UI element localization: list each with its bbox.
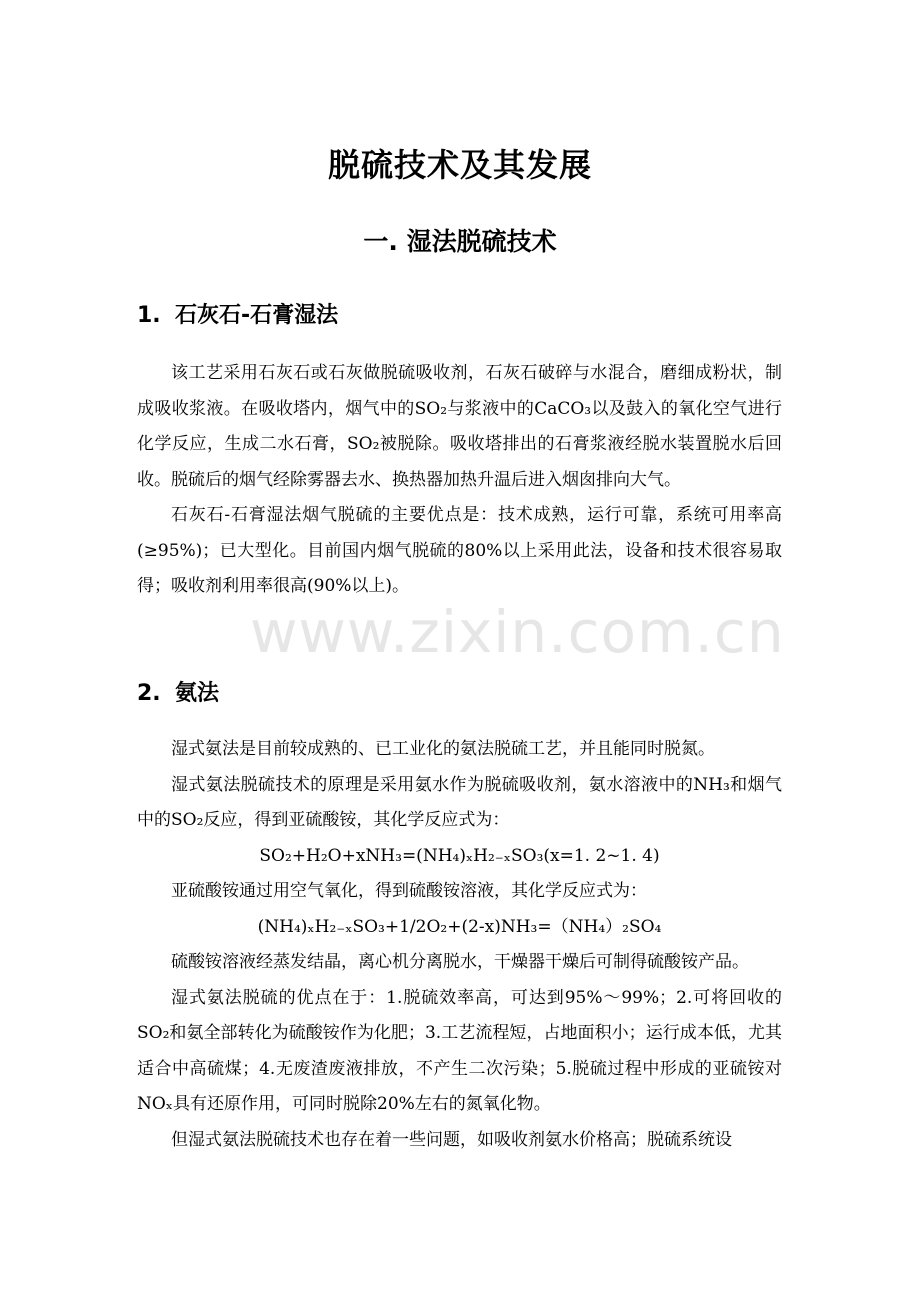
paragraph: 但湿式氨法脱硫技术也存在着一些问题，如吸收剂氨水价格高；脱硫系统设 [171,1129,732,1150]
paragraph: 湿式氨法是目前较成熟的、已工业化的氨法脱硫工艺，并且能同时脱氮。 [171,739,715,759]
subsection-number: 2. [137,681,161,706]
paragraph: 亚硫酸铵通过用空气氧化，得到硫酸铵溶液，其化学反应式为： [171,881,647,901]
paragraph: 湿式氨法脱硫技术的原理是采用氨水作为脱硫吸收剂，氨水溶液中的NH₃和烟气中的SO₂反应，得到亚硫酸铵，其化学反应式为： [137,774,782,830]
document-title: 脱硫技术及其发展 [327,146,592,184]
paragraph: 湿式氨法脱硫的优点在于：1.脱硫效率高，可达到95%～99%；2.可将回收的SO₂和氨全部转化为硫酸铵作为化肥；3.工艺流程短，占地面积小；运行成本低，尤其适合中高硫煤；4.无废渣废液排放，不产生二次污染；5.脱硫过程中形成的亚硫铵对NOₓ具有还原作用，可同时脱除20%左右的氮氧化物。 [137,987,782,1114]
subsection-label: 石灰石-石膏湿法 [175,303,339,328]
paragraph: 该工艺采用石灰石或石灰做脱硫吸收剂，石灰石破碎与水混合，磨细成粉状，制成吸收浆液。在吸收塔内，烟气中的SO₂与浆液中的CaCO₃以及鼓入的氧化空气进行化学反应，生成二水石膏，SO₂被脱除。吸收塔排出的石膏浆液经脱水装置脱水后回收。脱硫后的烟气经除雾器去水、换热器加热升温后进入烟囱排向大气。 [137,363,782,490]
subsection-label: 氨法 [175,681,220,706]
subsection-heading-2 [137,676,219,707]
section-heading: 一. 湿法脱硫技术 [363,227,557,256]
paragraph: 石灰石-石膏湿法烟气脱硫的主要优点是：技术成熟，运行可靠，系统可用率高(≥95%)；已大型化。目前国内烟气脱硫的80%以上采用此法，设备和技术很容易取得；吸收剂利用率很高(90%以上)。 [137,505,782,596]
body-block-2 [137,732,782,1158]
equation-2: (NH₄)ₓH₂₋ₓSO₃+1/2O₂+(2-x)NH₃=（NH₄）₂SO₄ [257,916,662,937]
equation-1: SO₂+H₂O+xNH₃=(NH₄)ₓH₂₋ₓSO₃(x=1. 2~1. 4) [259,845,660,866]
subsection-heading-1 [137,298,338,329]
paragraph: 硫酸铵溶液经蒸发结晶，离心机分离脱水，干燥器干燥后可制得硫酸铵产品。 [171,952,749,972]
watermark: www.zixin.com.cn [250,598,785,666]
subsection-number: 1. [137,303,161,328]
body-block-1 [137,356,782,605]
